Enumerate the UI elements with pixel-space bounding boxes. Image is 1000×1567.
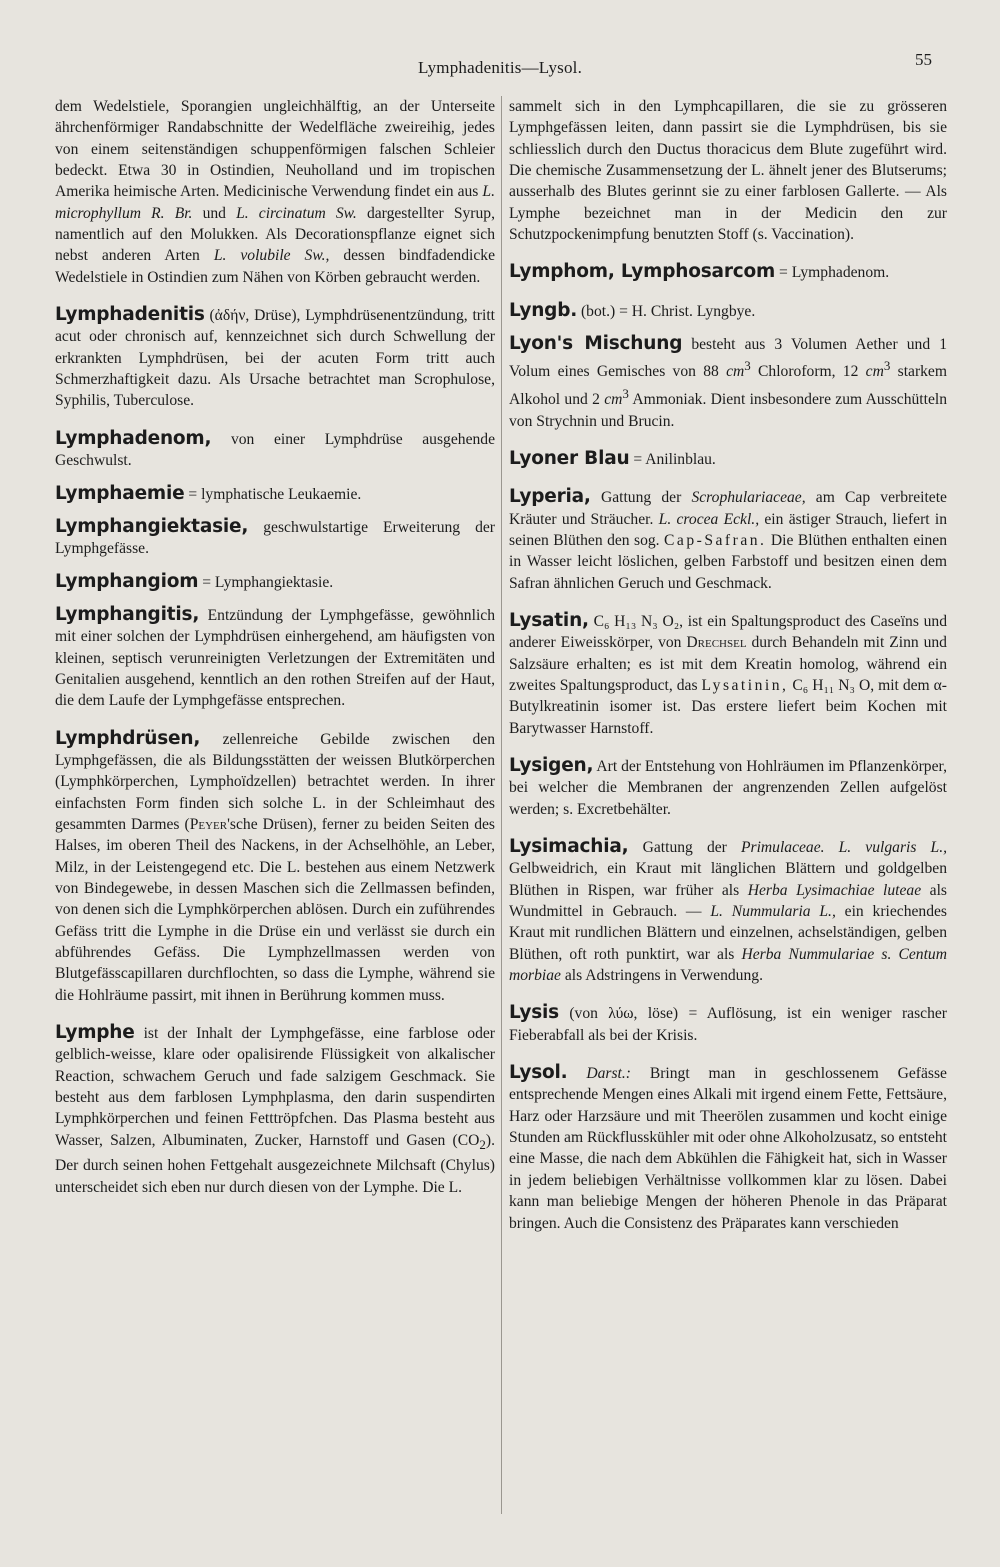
entry-text: besteht aus 3 Volumen Aether und 1 Volum eines Gemisches von 88 [509,336,947,381]
entry-lymphom [509,261,947,283]
entry-lymphangiektasie [55,516,495,560]
taxon-name: Primulaceae. L. vulgaris L., [740,839,947,856]
entry-text: (von λύω, löse) = Auflösung, ist ein weniger rascher Fieberabfall als bei der Krisis. [509,1005,947,1044]
etymology: (ἀδήν, Drüse), [209,307,301,325]
entry-text: Ammoniak. Dient insbesondere zum Ausschütteln von Strychnin und Brucin. [509,391,947,430]
entry-text: von einer Lymphdrüse ausgehende Geschwulst. [55,430,495,470]
entry-text: ). Der durch seinen hohen Fettgehalt ausgezeichnete Milchsaft (Chylus) unterscheidet sich eben nur durch diesen von der Lymphe. Die L. [55,1131,495,1196]
chemical-formula: C₆ H₁₃ N₃ O₂, [593,612,684,630]
species-name: L. Nummularia L., [710,903,836,921]
entry-text: als Wundmittel in Gebrauch. — [509,881,947,921]
entry-text: = Anilinblau. [633,450,716,468]
entry-text: und [202,204,226,222]
section-label: Darst.: [586,1065,631,1083]
headword: Lymphaemie [55,482,185,504]
entry-lyngb [509,300,947,322]
page-number: 55 [915,50,932,69]
entry-text: ein ästiger Strauch, liefert in seinen Blüthen den sog. [509,510,947,549]
entry-text: als Adstringens in Verwendung. [564,967,763,985]
taxon-name: Scrophulariaceae, [691,489,806,507]
entry-text: am Cap verbreitete Kräuter und Sträucher. [509,489,947,528]
entry-text: durch Behandeln mit Zinn und Salzsäure erhalten; es ist mit dem Kreatin homolog, während ein zweites Spaltungsproduct, das [509,634,947,694]
entry-lymphdruesen [55,728,495,1006]
headword: Lymphangiom [55,570,199,592]
entry-text: Die Blüthen enthalten einen in Wasser leicht löslichen, gelben Farbstoff und besitzen einen dem Safran ähnlichen Geruch und Geschmack. [509,531,947,592]
headword: Lyoner Blau [509,447,630,469]
entry-lysis [509,1002,947,1046]
continued-entry [509,96,947,245]
entry-text: (bot.) = H. Christ. Lyngbye. [580,302,756,320]
entry-text: Bringt man in geschlossenem Gefässe entsprechende Mengen eines Alkali mit irgend einem Fette, Fettsäure, Harz oder Harzsäure und mit Theerölen zusammen und kocht einige Stunden am Rückflusskühler mit oder ohne Alkoholzusatz, so entsteht eine Masse, die nach dem Abkühlen die Fähigkeit hat, sich in Wasser in jedem beliebigen Verhältnisse vollkommen klar zu lösen. Dabei kann man beliebige Mengen der höheren Phenole in das Präparat bringen. Auch die Consistenz des Präparates kann verschieden [509,1065,947,1232]
entry-text: sammelt sich in den Lymphcapillaren, die sie zu grösseren Lymphgefässen leiten, dann passirt sie die Lymphdrüsen, bis sie schliesslich durch den Ductus thoracicus dem Blute zugeführt wird. Die chemische Zusammensetzung der L. ähnelt jener des Blutserums; ausserhalb des Blutes gerinnt sie zu einer farblosen Gallerte. — Als Lymphe bezeichnet man in der Medicin den zur Schutzpockenimpfung benutzten Stoff (s. Vaccination). [509,98,947,244]
species-name: L. volubile Sw., [213,247,330,265]
entry-text: 'sche Drüsen), ferner zu beiden Seiten des Halses, im oberen Theil des Nackens, in der Achselhöhle, an Leber, Milz, in der Leistengegend etc. Die L. bestehen aus einem Netzwerk von Bindegewebe, in dessen Maschen sich die Zellmassen befinden, von denen sich die Lymphkörperchen ablösen. Durch ein zuführendes Gefäss tritt die Lymphe in die Drüse ein und verlässt sie durch ein abführendes Gefäss. Die Lymphzellmassen werden von Blutgefässcapillaren durchflochten, so dass die Lymphe, während sie die Hohlräume passirt, mit ihnen in Berührung kommen muss. [55,815,495,1004]
headword: Lysigen, [509,754,594,776]
headword: Lymphangitis, [55,603,200,625]
entry-lymphadenom [55,428,495,472]
superscript: 3 [883,358,891,374]
entry-text: ist der Inhalt der Lymphgefässe, eine farblose oder gelblich-weisse, klare oder opalisirende Flüssigkeit von alkalischer Reaction, schwachem Geruch und fade salzigem Geschmack. Sie besteht aus dem farblosen Lymphplasma, den darin suspendirten Lymphkörperchen und feinen Fetttröpfchen. Das Plasma besteht aus Wasser, Salzen, Albuminaten, Zucker, Harnstoff und Gasen (CO [55,1025,496,1149]
drug-name: Herba Lysimachiae luteae [747,881,922,899]
right-column [509,96,947,1234]
headword: Lymphadenitis [55,304,205,326]
headword: Lymphangiektasie, [55,515,249,537]
headword: Lymphe [55,1022,135,1044]
spaced-term: Lysatinin, [701,676,789,694]
entry-lyperia [509,486,947,594]
entry-text: Gattung der [642,839,727,856]
entry-lyons-mischung [509,333,947,432]
subscript: 2 [479,1136,486,1152]
headword: Lyngb. [509,299,578,321]
entry-text: Gelbweidrich, ein Kraut mit länglichen Blättern und goldgelben Blüthen in Rispen, war früher als [509,860,947,899]
entry-text: mit dem α-Butylkreatinin isomer ist. Das erstere liefert beim Kochen mit Barytwasser Harnstoff. [509,676,947,737]
entry-text: = lymphatische Leukaemie. [188,485,362,503]
entry-lymphangitis [55,604,495,712]
left-column [55,96,495,1198]
continued-entry [55,96,495,288]
unit: cm [865,363,884,381]
superscript: 3 [744,358,751,374]
entry-text: ein kriechendes Kraut mit rundlichen Blättern und einzelnen, achselständigen, gelben Blüthen, oft roth punktirt, war als [509,903,947,963]
entry-lymphaemie [55,483,495,505]
entry-text: Art der Entstehung von Hohlräumen im Pflanzenkörper, bei welcher die Membranen der angrenzenden Zellen aufgelöst werden; s. Excretbehälter. [509,757,947,818]
entry-lysigen [509,755,947,820]
entry-lysimachia [509,836,947,986]
entry-text: dargestellter Syrup, namentlich auf den Molukken. Als Decorationspflanze eignet sich nebst anderen Arten [55,204,495,265]
headword: Lymphom, Lymphosarcom [509,261,776,283]
drug-name: Herba Nummulariae s. Centum morbiae [509,945,947,985]
entry-text: Lymphdrüsenentzündung, tritt acut oder chronisch auf, kennzeichnet sich durch Schwellung der erkrankten Lymphdrüsen, bei der acuten Form tritt auch Schmerzhaftigkeit dazu. Als Ursache betrachtet man Scrophulose, Syphilis, Tuberculose. [55,307,495,410]
author-name: Drechsel [686,634,747,652]
headword: Lysatin, [509,609,589,631]
entry-text: Gattung der [600,489,682,507]
entry-lysatin [509,610,947,739]
entry-text: zellenreiche Gebilde zwischen den Lymphgefässen, die als Bildungsstätten der weissen Blutkörperchen (Lymphkörperchen, Lymphoïdzellen) betrachtet werden. In ihrer einfachsten Form finden sich solche L. in der Schleimhaut des gesammten Darmes ( [55,730,495,833]
entry-text: dem Wedelstiele, Sporangien ungleichhälftig, an der Unterseite ährchenförmiger Randabschnitte der Wedelfläche zweireihig, jedes von einem seitenständigen schuppenförmigen falschen Schleier bedeckt. Etwa 30 in Ostindien, Neuholland und im tropischen Amerika heimische Arten. Medicinische Verwendung findet ein aus [55,98,495,201]
species-name: L. microphyllum R. Br. [55,183,495,222]
superscript: 3 [622,385,629,401]
entry-lyoner-blau [509,448,947,470]
headword: Lyon's Mischung [509,333,683,355]
species-name: L. circinatum Sw. [236,204,357,222]
entry-text: geschwulstartige Erweiterung der Lymphgefässe. [55,518,495,558]
entry-lymphangiom [55,571,495,593]
running-title: Lymphadenitis—Lysol. [417,58,583,77]
headword: Lysis [509,1002,559,1024]
entry-lymphadenitis [55,304,495,412]
headword: Lymphdrüsen, [55,727,201,749]
entry-text: Chloroform, 12 [758,363,859,381]
entry-lysol [509,1062,947,1234]
headword: Lysimachia, [509,836,629,857]
spaced-term: Cap-Safran. [664,531,767,549]
entry-text: ist ein Spaltungsproduct des Caseïns und anderer Eiweisskörper, von [509,612,948,652]
entry-lymphe [55,1022,495,1198]
entry-text: Entzündung der Lymphgefässe, gewöhnlich mit einer solchen der Lymphdrüsen einhergehend, am häufigsten von kleinen, septisch verunreinigten Verletzungen der Extremitäten und Genitalien ausgehend, kenntlich an den rothen Streifen auf der Haut, die dem Laufe der Lymphgefässe entsprechen. [55,606,495,710]
entry-text: starkem Alkohol und 2 [509,363,947,409]
unit: cm [604,391,623,409]
headword: Lyperia, [509,486,591,508]
entry-text: = Lymphangiektasie. [202,573,334,591]
species-name: L. crocea Eckl., [658,510,760,528]
author-name: Peyer [189,815,228,833]
headword: Lymphadenom, [55,427,212,449]
chemical-formula: C₆ H₁₁ N₃ O, [792,676,875,694]
column-divider [501,96,502,1514]
unit: cm [726,363,745,381]
entry-text: dessen bindfadendicke Wedelstiele in Ostindien zum Nähen von Körben gebraucht werden. [55,247,495,286]
headword: Lysol. [509,1062,568,1084]
entry-text: = Lymphadenom. [779,264,890,282]
